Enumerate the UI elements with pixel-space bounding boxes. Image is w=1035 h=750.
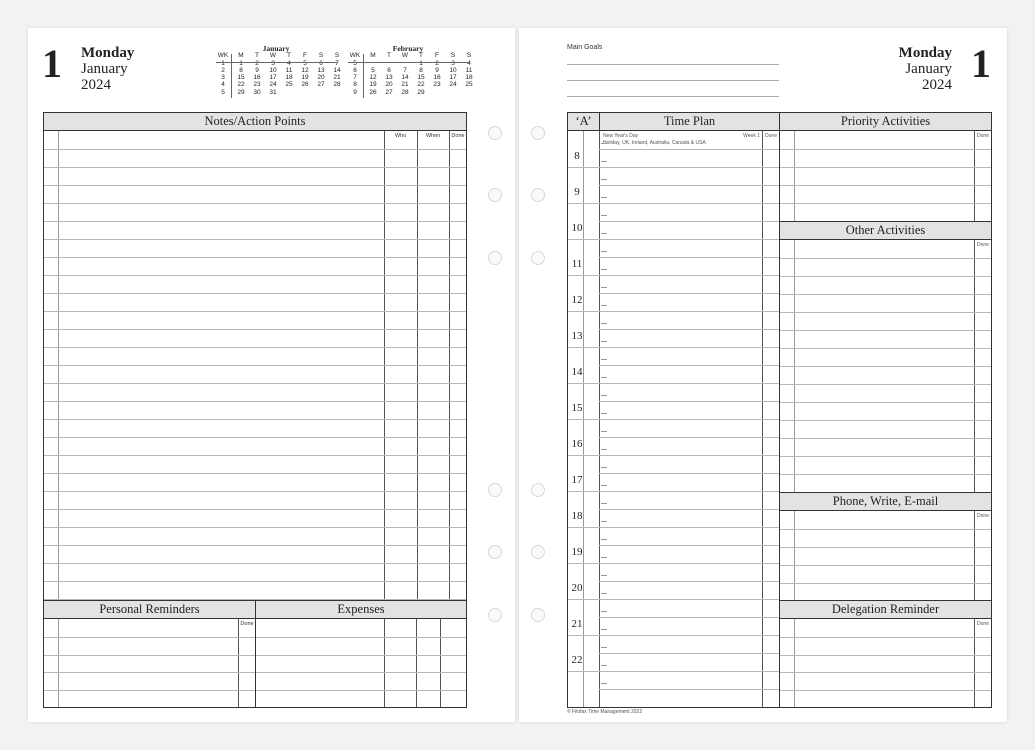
day-name: Monday [898, 45, 952, 61]
week-number: 2 [221, 66, 225, 74]
day-name: Monday [81, 45, 135, 61]
calendar-day: 2 [435, 59, 439, 67]
calendar-day: 8 [419, 66, 423, 74]
other-done-label: Done [977, 242, 989, 248]
week-number: WK [217, 52, 229, 60]
ruled-line [44, 563, 466, 564]
ruled-line [780, 438, 991, 439]
calendar-day: M [238, 52, 244, 60]
ruled-line [780, 529, 991, 530]
calendar-day: 31 [269, 88, 277, 96]
time-plan-line [599, 293, 779, 294]
calendar-day: 22 [417, 81, 425, 89]
phone-write-email-section [779, 492, 992, 601]
hour-label: 13 [571, 330, 583, 342]
ruled-line [780, 330, 991, 331]
calendar-day: W [401, 52, 409, 60]
week-number: 5 [353, 59, 357, 67]
calendar-day: 18 [285, 74, 293, 82]
calendar-day: M [370, 52, 376, 60]
hour-label: 10 [571, 222, 583, 234]
binder-hole [488, 545, 502, 559]
calendar-day: 5 [371, 66, 375, 74]
priority-activities-section [779, 112, 992, 222]
ruled-line [780, 655, 991, 656]
ruled-line [780, 690, 991, 691]
phone-write-email-title: Phone, Write, E-mail [780, 493, 991, 511]
time-plan-line [568, 635, 779, 636]
time-plan-line [568, 419, 779, 420]
calendar-day: T [419, 52, 423, 60]
time-plan-line [599, 545, 779, 546]
calendar-week-separator [363, 54, 364, 98]
calendar-week-row [216, 74, 341, 82]
half-hour-dash [601, 233, 607, 234]
calendar-day: T [387, 52, 391, 60]
ruled-line [44, 347, 466, 348]
time-plan-line [568, 203, 779, 204]
binder-hole [531, 188, 545, 202]
calendar-week-row [348, 81, 473, 89]
half-hour-dash [601, 521, 607, 522]
time-plan-line [599, 401, 779, 402]
ruled-line [44, 672, 255, 673]
calendar-day: 3 [271, 59, 275, 67]
calendar-day: T [255, 52, 259, 60]
right-page [519, 28, 1007, 722]
calendar-day: 17 [449, 74, 457, 82]
hour-label: 14 [571, 366, 583, 378]
binder-hole [488, 251, 502, 265]
time-plan-line [568, 599, 779, 600]
calendar-day: 10 [449, 66, 457, 74]
half-hour-dash [601, 503, 607, 504]
calendar-day: 7 [335, 59, 339, 67]
ruled-line [44, 455, 466, 456]
ruled-line [780, 583, 991, 584]
priority-done-label: Done [977, 133, 989, 139]
hour-label: 21 [571, 618, 583, 630]
calendar-day: 24 [269, 81, 277, 89]
week-number: 1 [221, 59, 225, 67]
calendar-day: 16 [433, 74, 441, 82]
delegation-reminder-title: Delegation Reminder [780, 601, 991, 619]
half-hour-dash [601, 323, 607, 324]
personal-reminders-section [43, 600, 256, 708]
year: 2024 [81, 77, 111, 93]
hour-label: 16 [571, 438, 583, 450]
week-number: WK [349, 52, 361, 60]
half-hour-dash [601, 575, 607, 576]
binder-hole [488, 608, 502, 622]
other-activities-section [779, 221, 992, 493]
calendar-day: 21 [401, 81, 409, 89]
ruled-line [44, 581, 466, 582]
hour-label: 9 [574, 186, 580, 198]
ruled-line [256, 690, 466, 691]
calendar-header-separator [348, 62, 470, 63]
calendar-day: 6 [387, 66, 391, 74]
ruled-line [44, 185, 466, 186]
ruled-line [44, 401, 466, 402]
week-number: 9 [353, 88, 357, 96]
binder-hole [531, 608, 545, 622]
time-plan-line [599, 689, 779, 690]
hour-label: 11 [571, 258, 583, 270]
ruled-line [44, 437, 466, 438]
calendar-week-row [348, 59, 471, 67]
week-number: 7 [353, 74, 357, 82]
calendar-day: 16 [253, 74, 261, 82]
ruled-line [44, 491, 466, 492]
phone-done-label: Done [977, 513, 989, 519]
ruled-line [44, 527, 466, 528]
ruled-line [44, 545, 466, 546]
calendar-day: 22 [237, 81, 245, 89]
hour-label: 12 [571, 294, 583, 306]
notes-action-points-section [43, 112, 467, 601]
month-name: January [81, 61, 128, 77]
calendar-week-row [348, 89, 468, 96]
half-hour-dash [601, 395, 607, 396]
half-hour-dash [601, 683, 607, 684]
calendar-day: 11 [465, 66, 473, 74]
year: 2024 [922, 77, 952, 93]
calendar-day: 4 [467, 59, 471, 67]
delegation-done-label: Done [977, 621, 989, 627]
calendar-day: 14 [401, 74, 409, 82]
ruled-line [44, 149, 466, 150]
ruled-line [256, 672, 466, 673]
time-plan-line [599, 185, 779, 186]
calendar-month-title: January [262, 44, 290, 53]
calendar-day: 1 [239, 59, 243, 67]
calendar-week-row [216, 81, 341, 89]
ruled-line [780, 348, 991, 349]
hour-label: 18 [571, 510, 583, 522]
ruled-line [780, 456, 991, 457]
week-number: 3 [221, 74, 225, 82]
ruled-line [44, 257, 466, 258]
calendar-day: 25 [285, 81, 293, 89]
calendar-day: 3 [451, 59, 455, 67]
half-hour-dash [601, 305, 607, 306]
expenses-section [255, 600, 467, 708]
when-column-label: When [425, 133, 441, 139]
ruled-line [44, 365, 466, 366]
ruled-line [44, 655, 255, 656]
ruled-line [44, 690, 255, 691]
binder-hole [488, 126, 502, 140]
half-hour-dash [601, 539, 607, 540]
priority-activities-title: Priority Activities [780, 113, 991, 131]
calendar-header-row [216, 52, 340, 60]
time-plan-line [568, 311, 779, 312]
ruled-line [780, 276, 991, 277]
calendar-day: 19 [301, 74, 309, 82]
ruled-line [780, 402, 991, 403]
hour-label: 15 [571, 402, 583, 414]
binder-hole [531, 483, 545, 497]
calendar-day: 29 [417, 88, 425, 96]
hour-label: 20 [571, 582, 583, 594]
time-plan-line [599, 509, 779, 510]
ruled-line [780, 420, 991, 421]
ruled-line [44, 293, 466, 294]
ruled-line [780, 672, 991, 673]
ruled-line [780, 294, 991, 295]
calendar-day: F [303, 52, 307, 60]
ruled-line [44, 167, 466, 168]
half-hour-dash [601, 611, 607, 612]
calendar-day: 29 [237, 88, 245, 96]
calendar-day: 6 [319, 59, 323, 67]
day-number: 1 [971, 41, 991, 86]
ruled-line [44, 509, 466, 510]
half-hour-dash [601, 593, 607, 594]
calendar-day: 23 [253, 81, 261, 89]
week-label: Week 1 [743, 133, 760, 139]
calendar-day: 26 [301, 81, 309, 89]
calendar-day: 8 [239, 66, 243, 74]
calendar-day: 12 [301, 66, 309, 74]
calendar-day: S [450, 52, 456, 60]
expenses-title: Expenses [256, 601, 466, 619]
calendar-day: S [334, 52, 340, 60]
calendar-day: 10 [269, 66, 277, 74]
calendar-day: 17 [269, 74, 277, 82]
ruled-line [44, 221, 466, 222]
time-plan-line [568, 491, 779, 492]
calendar-day: S [466, 52, 472, 60]
half-hour-dash [601, 341, 607, 342]
ruled-line [256, 655, 466, 656]
calendar-day: 15 [417, 74, 425, 82]
calendar-week-row [216, 66, 341, 74]
half-hour-dash [601, 287, 607, 288]
half-hour-dash [601, 647, 607, 648]
ruled-line [44, 239, 466, 240]
half-hour-dash [601, 197, 607, 198]
calendar-day: 1 [419, 59, 423, 67]
hour-label: 8 [574, 150, 580, 162]
calendar-day: 2 [255, 59, 259, 67]
ruled-line [44, 311, 466, 312]
ruled-line [780, 167, 991, 168]
calendar-day: 4 [287, 59, 291, 67]
half-hour-dash [601, 359, 607, 360]
day-number: 1 [42, 41, 62, 86]
main-goals-label: Main Goals [567, 44, 603, 51]
binder-hole [531, 251, 545, 265]
half-hour-dash [601, 665, 607, 666]
calendar-day: 12 [369, 74, 377, 82]
calendar-day: 18 [465, 74, 473, 82]
half-hour-dash [601, 269, 607, 270]
ruled-line [780, 203, 991, 204]
time-plan-line [568, 275, 779, 276]
ruled-line [780, 474, 991, 475]
calendar-day: 11 [285, 66, 293, 74]
half-hour-dash [601, 467, 607, 468]
calendar-day: 19 [369, 81, 377, 89]
who-column-label: Who [394, 133, 407, 139]
calendar-day: 28 [401, 88, 409, 96]
week-number: 8 [353, 81, 357, 89]
ruled-line [44, 637, 255, 638]
ruled-line [780, 547, 991, 548]
week-number: 5 [221, 88, 225, 96]
half-hour-dash [601, 431, 607, 432]
time-plan-line [568, 383, 779, 384]
half-hour-dash [601, 629, 607, 630]
ruled-line [44, 383, 466, 384]
copyright-text: © Filofax Time Management 2022 [567, 709, 643, 715]
calendar-day: T [287, 52, 291, 60]
calendar-day: 25 [465, 81, 473, 89]
time-plan-line [599, 329, 779, 330]
ruled-line [780, 366, 991, 367]
time-plan-line [599, 365, 779, 366]
half-hour-dash [601, 215, 607, 216]
hour-label: 19 [571, 546, 583, 558]
time-plan-line [568, 347, 779, 348]
binder-hole [488, 483, 502, 497]
calendar-day: W [269, 52, 277, 60]
half-hour-dash [601, 143, 607, 144]
ruled-line [44, 275, 466, 276]
ruled-line [780, 565, 991, 566]
week-number: 6 [353, 66, 357, 74]
half-hour-dash [601, 161, 607, 162]
calendar-day: 26 [369, 88, 377, 96]
calendar-day: 30 [253, 88, 261, 96]
calendar-day: 20 [317, 74, 325, 82]
other-activities-title: Other Activities [780, 222, 991, 240]
time-plan-line [599, 473, 779, 474]
hour-label: 22 [571, 654, 583, 666]
half-hour-dash [601, 179, 607, 180]
time-plan-line [599, 653, 779, 654]
calendar-day: 13 [385, 74, 393, 82]
ruled-line [780, 258, 991, 259]
done-column-label: Done [451, 133, 465, 139]
calendar-day: 9 [435, 66, 439, 74]
ruled-line [780, 384, 991, 385]
time-plan-line [568, 671, 779, 672]
calendar-day: 13 [317, 66, 325, 74]
calendar-day: 24 [449, 81, 457, 89]
calendar-day: 20 [385, 81, 393, 89]
half-hour-dash [601, 557, 607, 558]
time-plan-line [599, 257, 779, 258]
calendar-month-title: February [392, 44, 424, 53]
binder-hole [531, 545, 545, 559]
week-number: 4 [221, 81, 225, 89]
event-title: New Year's Day [603, 133, 639, 139]
personal-reminders-title: Personal Reminders [44, 601, 255, 619]
calendar-day: 27 [385, 88, 393, 96]
ruled-line [44, 419, 466, 420]
binder-hole [531, 126, 545, 140]
time-plan-line [568, 239, 779, 240]
calendar-week-row [216, 89, 336, 96]
calendar-day: 27 [317, 81, 325, 89]
half-hour-dash [601, 449, 607, 450]
time-plan-line [599, 437, 779, 438]
notes-title: Notes/Action Points [44, 113, 466, 131]
time-plan-line [568, 455, 779, 456]
a-column-header: ‘A’ [568, 113, 600, 131]
half-hour-dash [601, 413, 607, 414]
time-plan-title: Time Plan [600, 113, 779, 131]
mini-calendar-january [216, 44, 341, 96]
calendar-week-separator [231, 54, 232, 98]
time-plan-line [599, 221, 779, 222]
time-plan-done-label: Done [765, 133, 777, 139]
time-plan-line [568, 563, 779, 564]
left-page [28, 28, 515, 722]
calendar-day: F [435, 52, 439, 60]
time-plan-line [568, 527, 779, 528]
half-hour-dash [601, 251, 607, 252]
time-plan-line [568, 167, 779, 168]
calendar-day: 9 [255, 66, 259, 74]
month-name: January [905, 61, 952, 77]
ruled-line [44, 203, 466, 204]
calendar-header-row [348, 52, 472, 60]
hour-label: 17 [571, 474, 583, 486]
event-detail: Holiday, UK, Ireland, Australia, Canada & USA [603, 140, 706, 146]
binder-hole [488, 188, 502, 202]
ruled-line [780, 149, 991, 150]
ruled-line [44, 473, 466, 474]
half-hour-dash [601, 377, 607, 378]
calendar-week-row [348, 66, 473, 74]
half-hour-dash [601, 485, 607, 486]
reminders-done-label: Done [240, 621, 254, 627]
ruled-line [780, 185, 991, 186]
time-plan-line [599, 149, 779, 150]
calendar-day: 23 [433, 81, 441, 89]
mini-calendar-february [348, 44, 473, 96]
calendar-day: 5 [303, 59, 307, 67]
delegation-reminder-section [779, 600, 992, 708]
calendar-day: 28 [333, 81, 341, 89]
ruled-line [256, 637, 466, 638]
calendar-week-row [216, 59, 339, 67]
time-plan-line [599, 581, 779, 582]
calendar-day: 14 [333, 66, 341, 74]
ruled-line [780, 312, 991, 313]
calendar-week-row [348, 74, 473, 82]
calendar-header-separator [216, 62, 338, 63]
time-plan-line [599, 617, 779, 618]
calendar-day: 21 [333, 74, 341, 82]
ruled-line [44, 329, 466, 330]
time-plan-section [567, 112, 780, 708]
calendar-day: 7 [403, 66, 407, 74]
ruled-line [780, 637, 991, 638]
calendar-day: 15 [237, 74, 245, 82]
calendar-day: S [318, 52, 324, 60]
